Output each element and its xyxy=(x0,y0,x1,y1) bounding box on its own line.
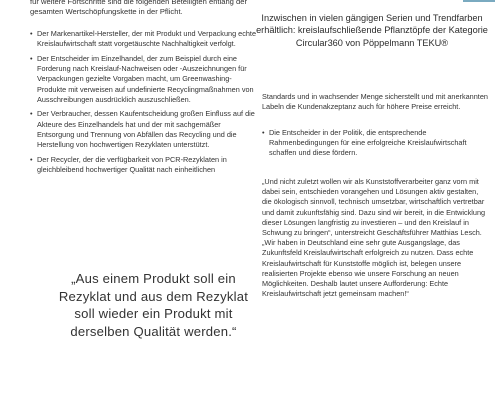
paragraph: „Wir haben in Deutschland eine sehr gute Ausgangslage, das Zukunftsfeld Kreislaufwirtschaft erfolgreich zu nutzen. Dass echte Kreislaufwirtschaft für Kunststoffe möglich ist, belegen unsere realisierten Projekte ebenso wie unsere Forschung an neuen Möglichkeiten. Deshalb lautet unsere Aufforderung: Echte Kreislaufwirtschaft jetzt gemeinsam machen!“ xyxy=(262,238,474,299)
list-item-text: Der Markenartikel-Hersteller, der mit Produkt und Verpackung echte Kreislaufwirtschaft statt vorgetäuschte Nachhaltigkeit verfolgt. xyxy=(37,29,257,49)
continued-text: Standards und in wachsender Menge sicherstellt und mit anerkannten Labeln die Kundenakzeptanz auch für höhere Preise erreicht. xyxy=(262,92,488,112)
image-edge xyxy=(463,0,495,2)
list-item xyxy=(30,54,258,105)
bullet-glyph: • xyxy=(30,53,33,63)
bullet-glyph: • xyxy=(30,109,33,119)
bullet-glyph: • xyxy=(262,128,265,137)
list-item xyxy=(30,109,258,150)
bullet-glyph: • xyxy=(30,154,33,164)
bullet-glyph: • xyxy=(30,29,33,38)
image-caption xyxy=(252,12,492,49)
paragraph: „Und nicht zuletzt wollen wir als Kunststoffverarbeiter ganz vorn mit dabei sein, entschieden vorangehen und Lösungen aktiv gestalten, die ökologisch sinnvoll, technisch umsetzbar, wirtschaftlich vertretbar und damit zukunftsfähig sind. Dazu sind wir bereit, in die Entwicklung dieser Lösungen langfristig zu investieren – und den Kreislauf in Schwung zu bringen“, unterstreicht Geschäftsführer Matthias Lesch. xyxy=(262,177,486,238)
caption-text: Inzwischen in vielen gängigen Serien und Trendfarben erhältlich: kreislaufschließende Pflanztöpfe der Kategorie Circular360 von Pöppelmann TEKU® xyxy=(256,13,488,48)
list-item xyxy=(30,155,258,175)
list-item-text: Der Verbraucher, dessen Kaufentscheidung großen Einfluss auf die Akteure des Einzelhandels hat und der mit sachgemäßer Entsorgung und Trennung von Abfällen das Recycling und die Herstellung von hochwertigen Rezyklaten unterstützt. xyxy=(37,109,255,150)
stakeholder-list xyxy=(30,29,258,180)
intro-text: für weitere Fortschritte sind die folgenden Beteiligten entlang der gesamten Wertschöpfungskette in der Pflicht. xyxy=(30,0,247,16)
list-item xyxy=(30,29,258,49)
list-item-text: Der Recycler, der die verfügbarkeit von PCR-Rezyklaten in gleichbleibend hochwertiger Qualität nach einheitlichen xyxy=(37,154,227,174)
list-item-text: Die Entscheider in der Politik, die entsprechende Rahmenbedingungen für eine erfolgreiche Kreislaufwirtschaft schaffen und diese fördern. xyxy=(269,128,467,158)
pull-quote: „Aus einem Produkt soll ein Rezyklat und aus dem Rezyklat soll wieder ein Produkt mit derselben Qualität werden.“ xyxy=(58,271,249,339)
list-item xyxy=(262,128,490,159)
body-text xyxy=(262,177,488,299)
list-item-text: Der Entscheider im Einzelhandel, der zum Beispiel durch eine Forderung nach Kreislauf-Nachweisen oder -Auszeichnungen für Verpackungen gezielte Vorgaben macht, um Greenwashing-Produkte mit verweisen auf undefinierte Recyclingmaßnahmen von Ausschreibungen ausdrücklich auszuschließen. xyxy=(37,53,254,104)
